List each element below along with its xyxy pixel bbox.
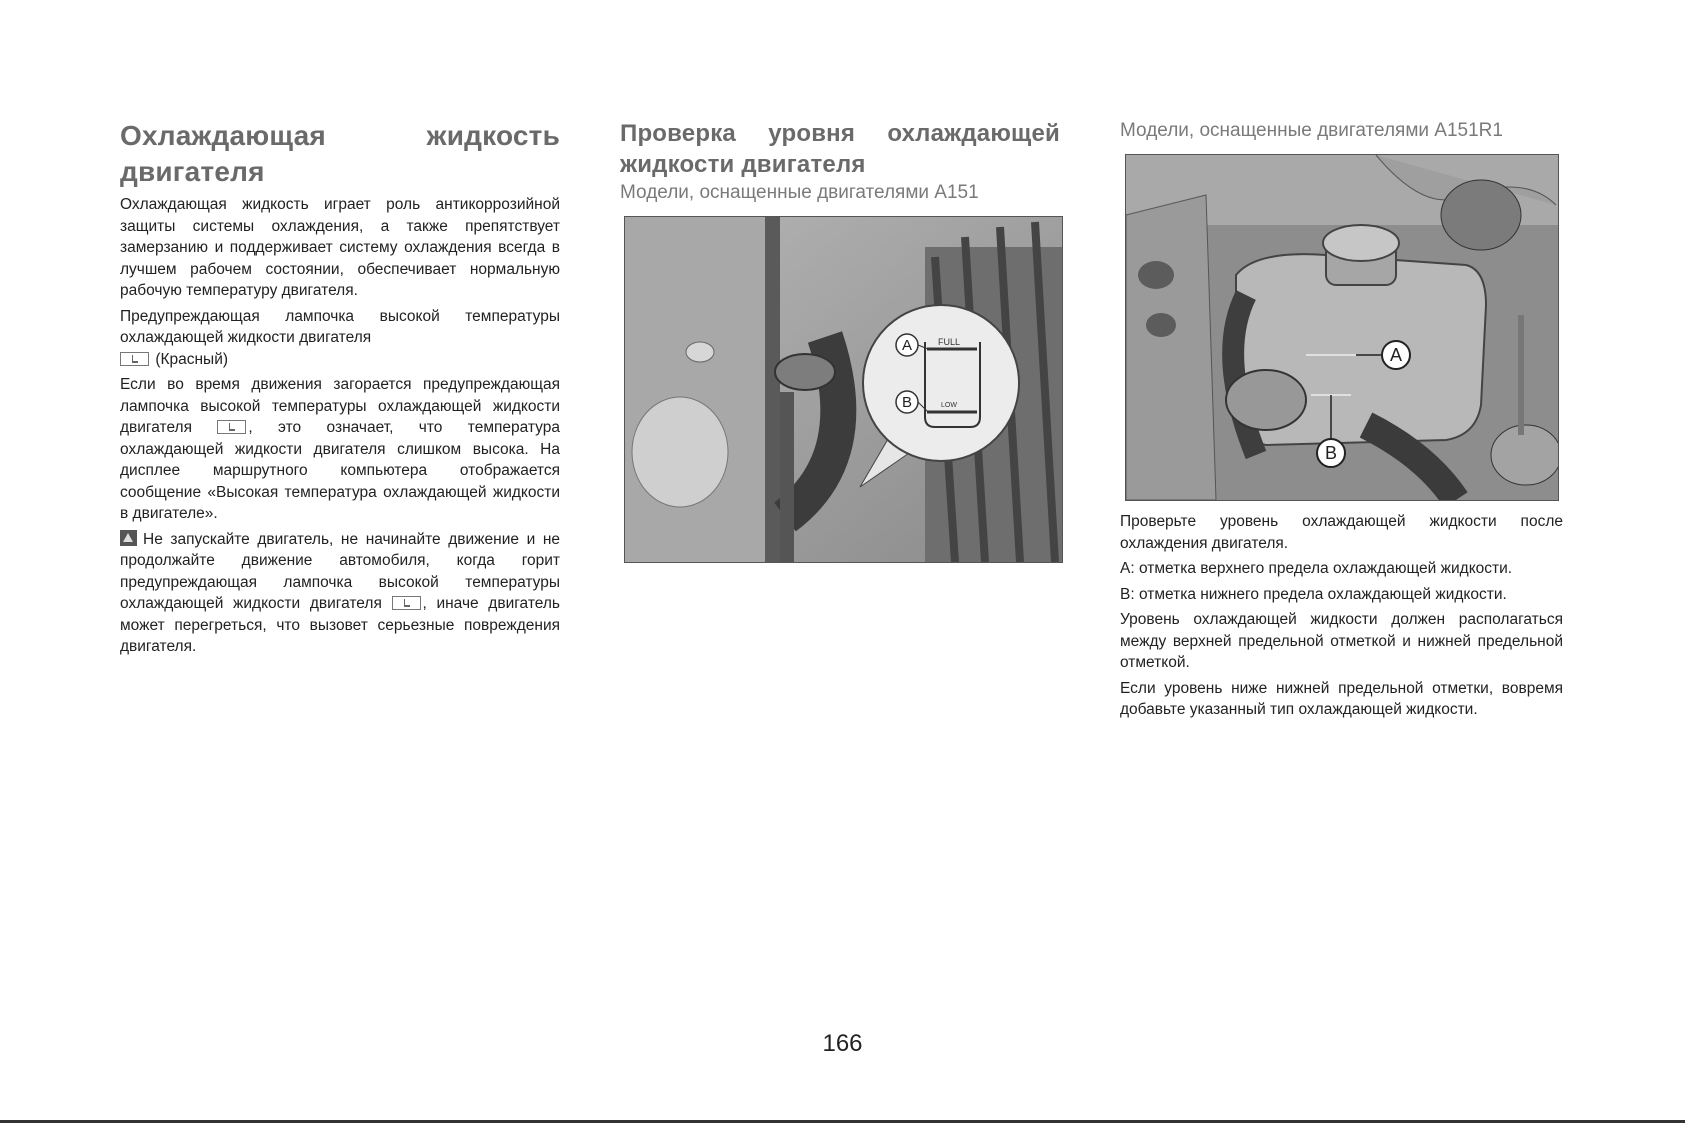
- section-title-coolant: Охлаждающая жидкость двигателя: [120, 120, 560, 187]
- warning-triangle-icon: [120, 530, 137, 546]
- coolant-temperature-icon: [217, 420, 246, 434]
- model-a151r1-subtitle: Модели, оснащенные двигателями A151R1: [1120, 120, 1503, 141]
- low-mark-label: LOW: [941, 402, 957, 409]
- level-requirement: Уровень охлаждающей жидкости должен располагаться между верхней предельной отметкой и нижней предельной отметкой.: [1120, 611, 1563, 671]
- warning-lamp-paragraph: [120, 306, 560, 371]
- mark-b-description: B: отметка нижнего предела охлаждающей жидкости.: [1120, 585, 1507, 603]
- right-column: [1120, 118, 1563, 725]
- coolant-temperature-icon: [120, 352, 149, 366]
- engine-bay-illustration: [625, 217, 1062, 562]
- check-instruction: Проверьте уровень охлаждающей жидкости после охлаждения двигателя.: [1120, 513, 1563, 552]
- lamp-on-paragraph: [120, 374, 560, 525]
- coolant-reservoir-figure-a151: [624, 216, 1063, 563]
- section-title-level-check: Проверка уровня охлаждающей жидкости двигателя: [620, 120, 1060, 178]
- mark-a-description: A: отметка верхнего предела охлаждающей жидкости.: [1120, 560, 1513, 577]
- marker-b-label: B: [901, 394, 913, 411]
- left-column: [120, 118, 560, 662]
- caution-text-start: Не запускайте двигатель, не начинайте движение и не продолжайте движение автомобиля, когда горит предупреждающая лампочка высокой температуры охлаждающей жидкости двигателя: [120, 530, 560, 612]
- topup-instruction: Если уровень ниже нижней предельной отметки, вовремя добавьте указанный тип охлаждающей жидкости.: [1120, 679, 1563, 718]
- page-number: 166: [822, 1030, 863, 1057]
- lamp-on-text-start: Если во время движения загорается предупреждающая лампочка высокой температуры охлаждающей жидкости двигателя: [120, 376, 560, 436]
- marker-b-label: B: [1324, 443, 1338, 463]
- full-mark-label: FULL: [937, 337, 961, 347]
- marker-a-label: A: [1389, 345, 1403, 365]
- engine-bay-illustration-r1: [1126, 155, 1558, 500]
- warning-lamp-color: (Красный): [155, 350, 229, 368]
- model-a151-subtitle: Модели, оснащенные двигателями A151: [620, 182, 979, 203]
- lamp-on-text-end: , это означает, что температура охлаждающей жидкости двигателя слишком высока. На дисплее маршрутного компьютера отображается сообщение «Высокая температура охлаждающей жидкости в двигателе».: [120, 419, 560, 522]
- warning-lamp-text: Предупреждающая лампочка высокой температуры охлаждающей жидкости двигателя: [120, 307, 560, 346]
- caution-paragraph: [120, 529, 560, 658]
- coolant-reservoir-figure-a151r1: [1125, 154, 1559, 501]
- middle-column: [620, 118, 1060, 563]
- marker-a-label: A: [901, 337, 913, 354]
- coolant-temperature-icon: [392, 596, 421, 610]
- caution-text-end: , иначе двигатель может перегреться, что вызовет серьезные повреждения двигателя.: [120, 595, 560, 655]
- coolant-description: Охлаждающая жидкость играет роль антикоррозийной защиты системы охлаждения, а также препятствует замерзанию и поддерживает систему охлаждения всегда в лучшем рабочем состоянии, обеспечивает нормальную рабочую температуру двигателя.: [120, 196, 560, 299]
